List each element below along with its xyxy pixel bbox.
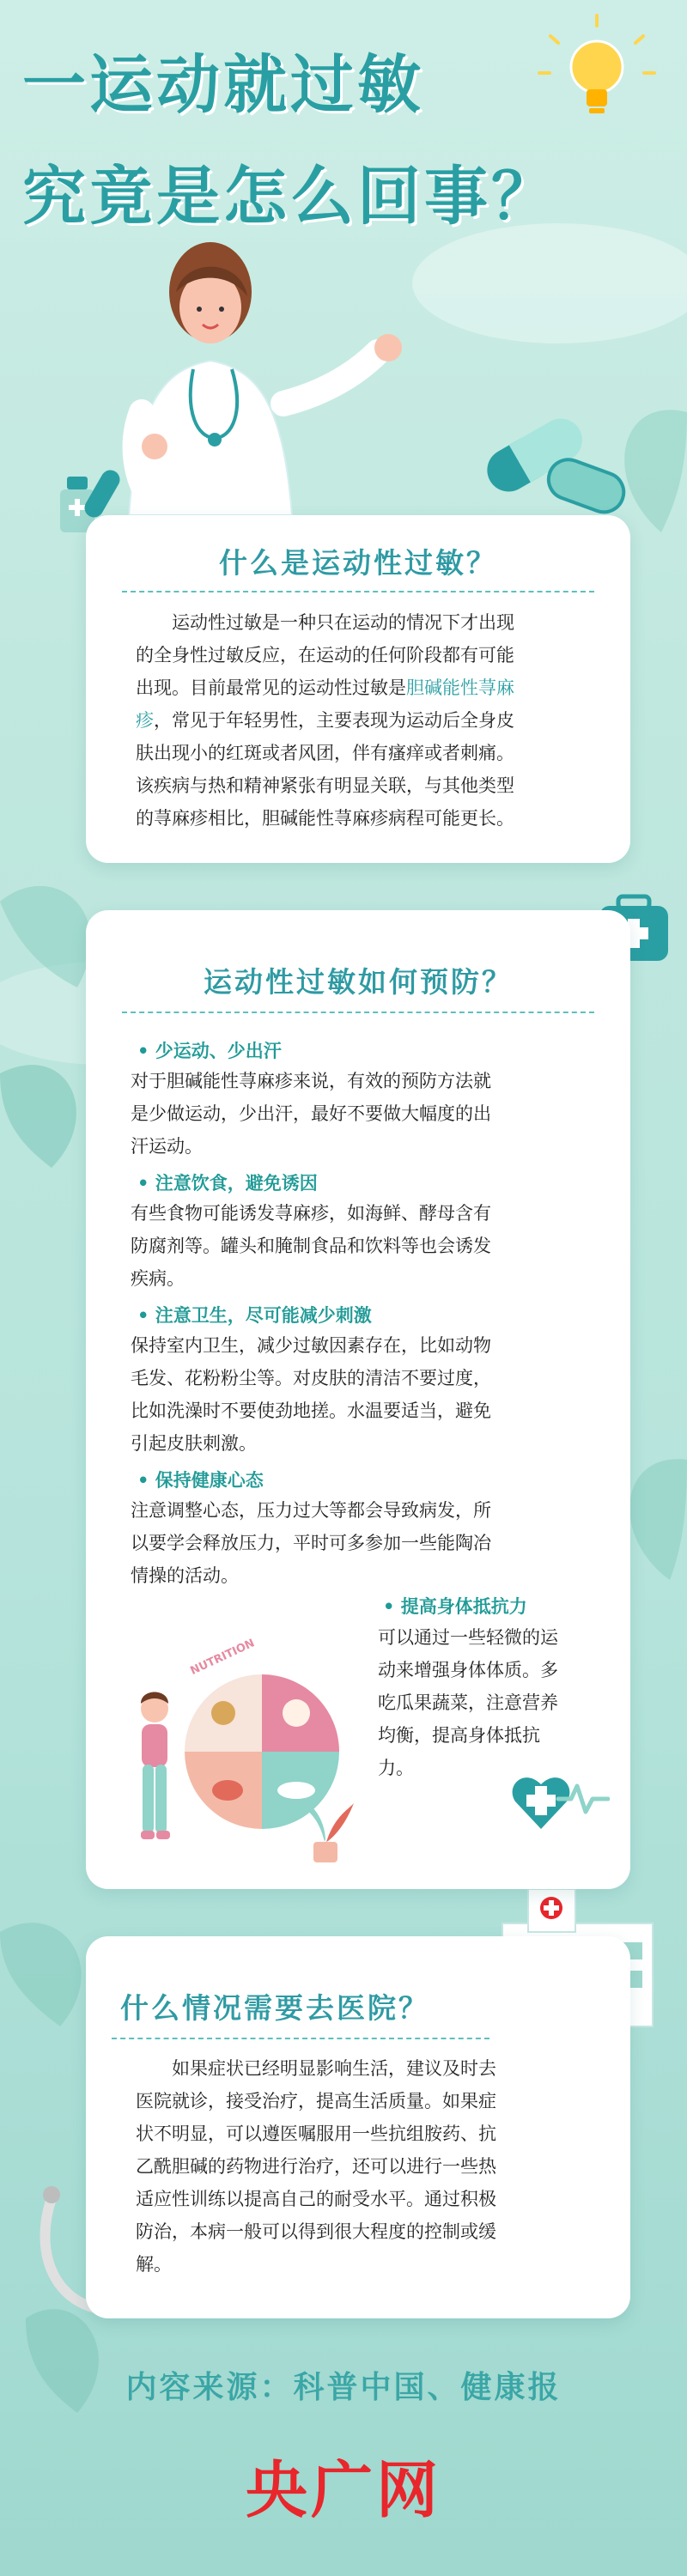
light-bulb-icon xyxy=(539,15,654,113)
section3-text xyxy=(136,2052,582,2281)
prevention-heading: • 注意卫生，尽可能减少刺激 xyxy=(137,1305,372,1326)
section3-card xyxy=(86,1936,630,2318)
section1-card xyxy=(86,515,630,863)
text-line: 的全身性过敏反应，在运动的任何阶段都有可能 xyxy=(136,645,514,665)
highlight-text: 疹 xyxy=(136,710,154,731)
highlight-text: 胆碱能性荨麻 xyxy=(406,677,514,698)
text-line: 的荨麻疹相比，胆碱能性荨麻疹病程可能更长。 xyxy=(136,808,514,829)
text-line: 疹，常见于年轻男性，主要表现为运动后全身皮 xyxy=(136,710,514,731)
nutrition-illustration xyxy=(103,1614,361,1872)
content-source: 内容来源：科普中国、健康报 xyxy=(125,2370,562,2405)
text-line: 吃瓜果蔬菜，注意营养 xyxy=(378,1692,558,1713)
section3-title: 什么情况需要去医院？ xyxy=(120,1991,429,2025)
text-line: 状不明显，可以遵医嘱服用一些抗组胺药、抗 xyxy=(136,2123,496,2144)
prevention-heading: • 少运动、少出汗 xyxy=(137,1041,282,1061)
text-line: 解。 xyxy=(136,2254,172,2275)
text-line: 如果症状已经明显影响生活，建议及时去 xyxy=(172,2058,496,2079)
woman-figure xyxy=(141,1692,170,1840)
prevention-text xyxy=(131,1329,586,1460)
text-line: 汗运动。 xyxy=(131,1136,203,1157)
text-line: 情操的活动。 xyxy=(131,1565,239,1586)
page-title-line2: 究竟是怎么回事？ xyxy=(22,160,558,234)
text-line: 比如洗澡时不要使劲地搓。水温要适当，避免 xyxy=(131,1400,491,1421)
prevention-text xyxy=(131,1197,586,1295)
section2-title: 运动性过敏如何预防？ xyxy=(204,965,513,999)
text-line: 保持室内卫生，减少过敏因素存在，比如动物 xyxy=(131,1335,491,1356)
text-line: 防腐剂等。罐头和腌制食品和饮料等也会诱发 xyxy=(131,1236,491,1256)
text-line: 适应性训练以提高自己的耐受水平。通过积极 xyxy=(136,2189,496,2209)
section2-divider xyxy=(122,1012,594,1013)
text-line: 有些食物可能诱发荨麻疹，如海鲜、酵母含有 xyxy=(131,1203,491,1224)
prevention-heading: • 提高身体抵抗力 xyxy=(383,1596,527,1617)
nutrition-plate xyxy=(185,1674,339,1829)
section1-text xyxy=(136,606,582,835)
leaf-decoration-left xyxy=(0,886,99,2413)
text-line: 对于胆碱能性荨麻疹来说，有效的预防方法就 xyxy=(131,1071,491,1091)
text-line: 均衡，提高身体抵抗 xyxy=(378,1725,540,1746)
nutrition-label: NUTRITION xyxy=(188,1637,257,1679)
section1-divider xyxy=(122,591,594,592)
page-title-line1: 一运动就过敏 xyxy=(22,48,424,122)
prevention-heading: • 注意饮食，避免诱因 xyxy=(137,1173,318,1194)
cnr-logo: 央广网 xyxy=(245,2453,441,2526)
text-line: 乙酰胆碱的药物进行治疗，还可以进行一些热 xyxy=(136,2156,496,2177)
text-line: 可以通过一些轻微的运 xyxy=(378,1627,558,1648)
text-line: 该疾病与热和精神紧张有明显关联，与其他类型 xyxy=(136,775,514,796)
section2-card xyxy=(86,910,630,1889)
prevention-heading: • 保持健康心态 xyxy=(137,1470,264,1491)
text-line: 出现。目前最常见的运动性过敏是胆碱能性荨麻 xyxy=(136,677,514,698)
leaf-decoration-right xyxy=(624,410,687,1580)
text-line: 动来增强身体体质。多 xyxy=(378,1660,558,1680)
text-line: 疾病。 xyxy=(131,1268,185,1289)
text-line: 医院就诊，接受治疗，提高生活质量。如果症 xyxy=(136,2091,496,2111)
text-line: 毛发、花粉粉尘等。对皮肤的清洁不要过度， xyxy=(131,1368,491,1388)
capsule-icon xyxy=(479,410,629,517)
text-line: 肤出现小的红斑或者风团，伴有瘙痒或者刺痛。 xyxy=(136,743,514,763)
section3-divider xyxy=(112,2038,489,2039)
text-line: 注意调整心态，压力过大等都会导致病发，所 xyxy=(131,1500,491,1521)
text-line: 引起皮肤刺激。 xyxy=(131,1433,257,1454)
prevention-text xyxy=(131,1065,586,1163)
text-line: 以要学会释放压力，平时可多参加一些能陶冶 xyxy=(131,1533,491,1553)
text-line: 力。 xyxy=(378,1758,414,1778)
doctor-illustration xyxy=(129,242,402,515)
text-line: 是少做运动，少出汗，最好不要做大幅度的出 xyxy=(131,1103,491,1124)
prevention-text xyxy=(131,1494,586,1592)
heart-health-icon xyxy=(507,1760,610,1846)
text-line: 防治，本病一般可以得到很大程度的控制或缓 xyxy=(136,2221,496,2242)
section1-title: 什么是运动性过敏？ xyxy=(219,546,497,580)
text-line: 运动性过敏是一种只在运动的情况下才出现 xyxy=(172,612,514,633)
